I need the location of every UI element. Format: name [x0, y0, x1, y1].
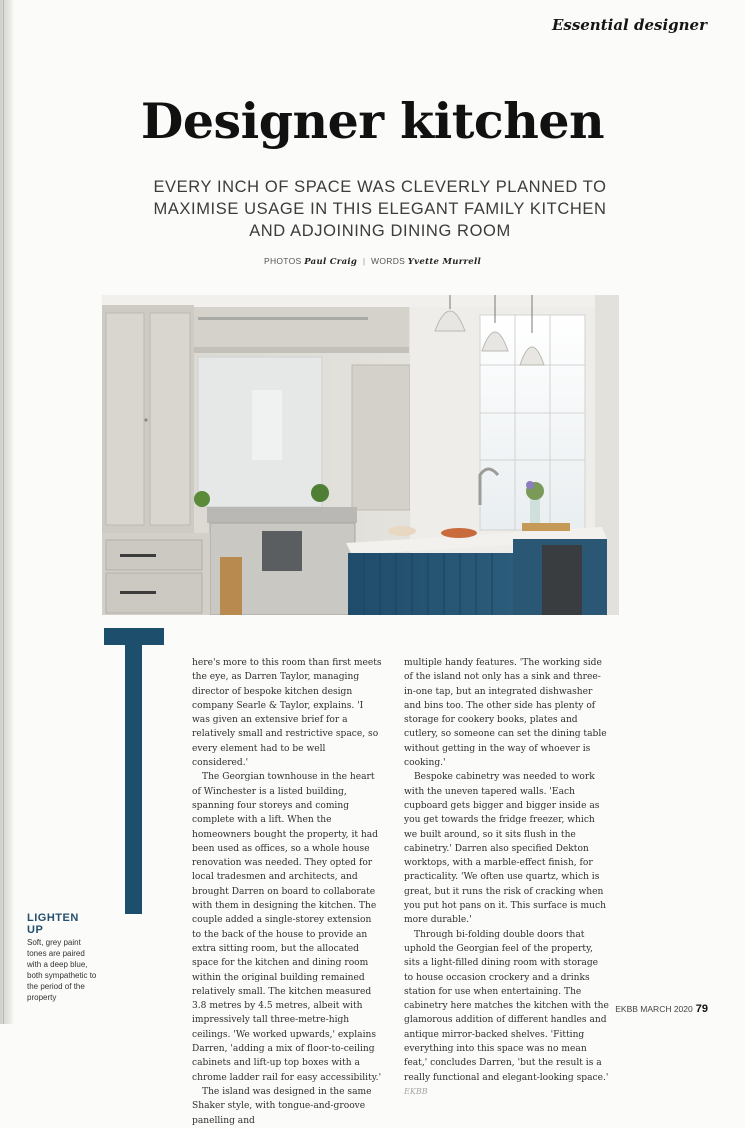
kitchen-photo — [102, 295, 619, 615]
headline: Designer kitchen — [140, 92, 605, 150]
paragraph: here's more to this room than first meets the eye, as Darren Taylor, managing director of bespoke kitchen design company Searle & Taylor, explains. 'I was given an extensive brief for a relatively small and restrictive space, so every element had to be well considered.' — [192, 658, 382, 769]
drop-cap-t — [104, 628, 164, 914]
paragraph: The Georgian townhouse in the heart of Winchester is a listed building, spanning four storeys and coming complete with a lift. When the homeowners bought the property, it had been used as offices, so a whole house renovation was needed. They opted for local tradesmen and architects, and brought Darren on board to collaborate with them in designing the kitchen. The couple added a single-storey extension to the back of the house to provide an extra sitting room, but the allocated space for the kitchen and dining room within the original building remained relatively small. The kitchen measured 3.8 metres by 4.5 metres, albeit with impressively tall three-metre-high ceilings. 'We worked upwards,' explains Darren, 'adding a mix of floor-to-ceiling cabinets and lift-up top boxes with a chrome ladder rail for easy accessibility.' — [192, 772, 382, 1083]
caption-body: Soft, grey paint tones are paired with a deep blue, both sympathetic to the period of the property — [27, 938, 97, 1002]
paragraph: multiple handy features. 'The working side of the island not only has a sink and three-in-one tap, but an integrated dishwasher and bins too. The other side has plenty of storage for cookery books, plates and cutlery, so someone can set the dining table without getting in the way of whoever is cooking.' — [404, 658, 607, 769]
article-column-1 — [192, 656, 382, 1128]
folio — [615, 1003, 708, 1015]
photo-caption — [27, 912, 97, 1003]
credits-separator: | — [362, 256, 366, 266]
photographer-name: Paul Craig — [304, 257, 358, 267]
section-label: Essential designer — [551, 16, 707, 34]
page-gutter — [0, 0, 14, 1024]
caption-title: LIGHTEN UP — [27, 912, 79, 936]
article-column-2 — [404, 656, 609, 1099]
words-label: WORDS — [371, 256, 406, 266]
paragraph-text: Through bi-folding double doors that uphold the Georgian feel of the property, sits a light-filled dining room with storage to house occasion crockery and a drinks station for use when entertaining. The cabinetry here matches the kitchen with the glamorous addition of different handles and antique mirror-backed shelves. 'Fitting everything into this space was no mean feat,' concludes Darren, 'but the result is a really functional and elegant-looking space.' — [404, 929, 609, 1083]
end-mark: EKBB — [404, 1086, 428, 1096]
paragraph: The island was designed in the same Shaker style, with tongue-and-groove panelling and — [192, 1086, 372, 1126]
paragraph: Bespoke cabinetry was needed to work with the uneven tapered walls. 'Each cupboard gets bigger and bigger inside as you get towards the fridge freezer, which we built around, so it sits flush in the cabinetry.' Darren also specified Dekton worktops, with a marble-effect finish, for practicality. 'We often use quartz, which is great, but it runs the risk of cracking when you put hot pans on it. This surface is much more durable.' — [404, 772, 606, 926]
writer-name: Yvette Murrell — [407, 257, 482, 267]
issue-label: EKBB MARCH 2020 — [615, 1004, 693, 1014]
photos-label: PHOTOS — [263, 256, 302, 266]
standfirst: EVERY INCH OF SPACE WAS CLEVERLY PLANNED TO MAXIMISE USAGE IN THIS ELEGANT FAMILY KITCHEN AND ADJOINING DINING ROOM — [153, 178, 607, 240]
page-number: 79 — [695, 1003, 708, 1015]
credits — [0, 256, 745, 267]
spine-seam — [3, 0, 4, 1024]
paragraph — [404, 928, 609, 1100]
